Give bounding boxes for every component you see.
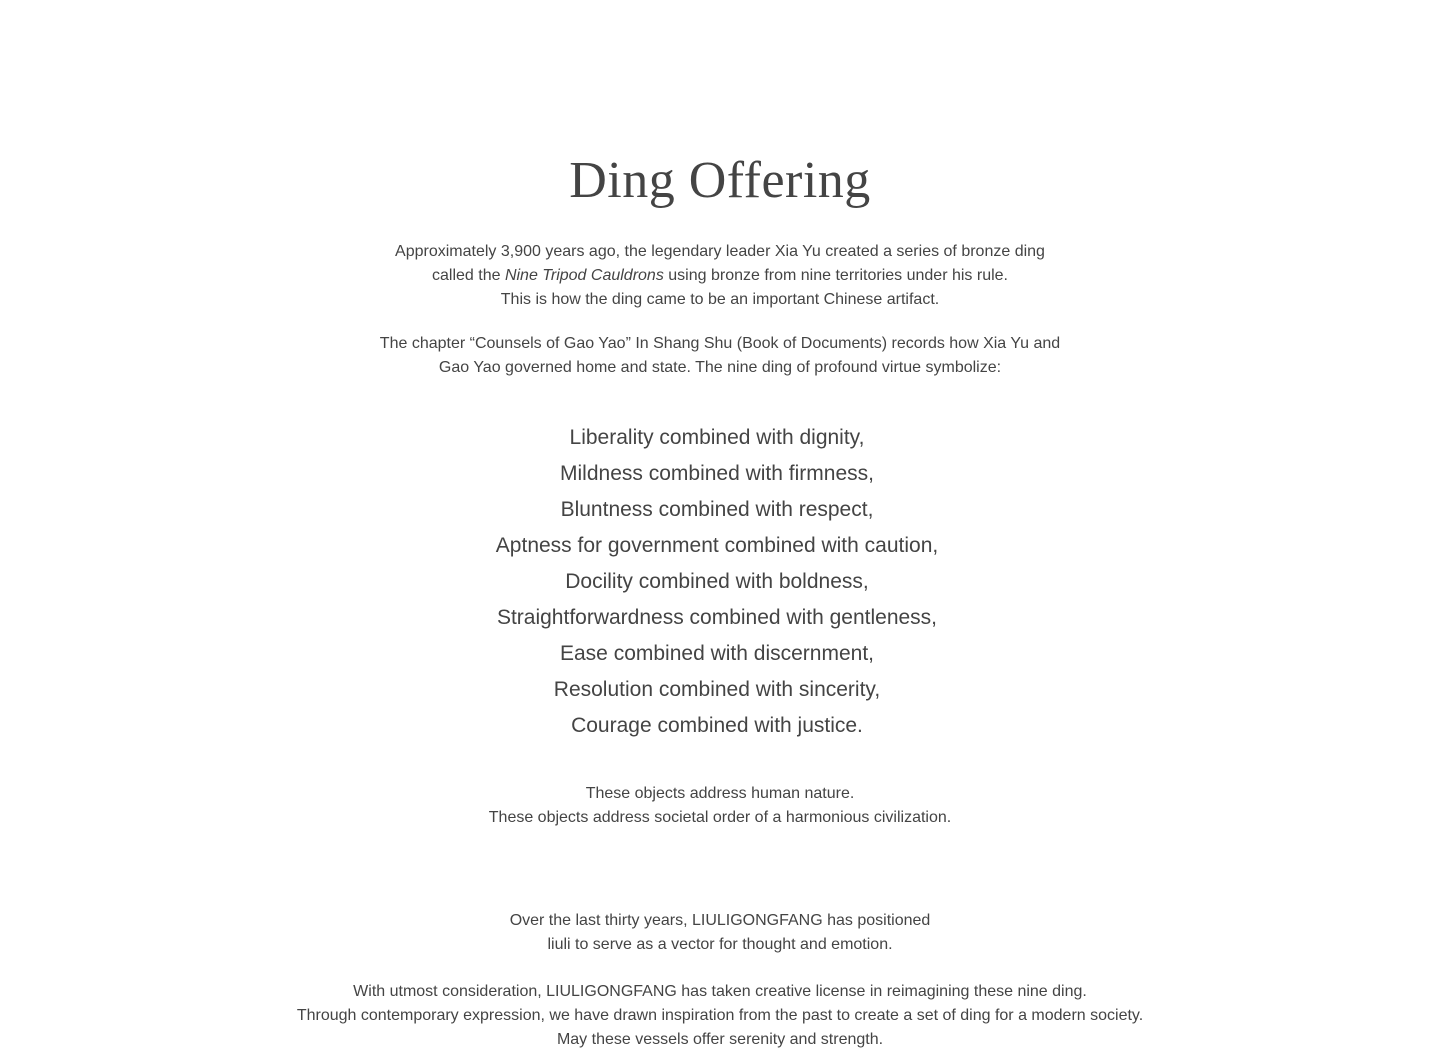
- intro-line-2-after: using bronze from nine territories under his rule.: [663, 267, 1008, 284]
- virtue-item: Docility combined with boldness,: [565, 570, 869, 593]
- history-paragraph: [0, 909, 1440, 957]
- chapter-paragraph: [0, 332, 1440, 380]
- intro-line-2: [0, 264, 1440, 288]
- virtue-item: Straightforwardness combined with gentleness,: [496, 606, 938, 629]
- history-line-1: Over the last thirty years, LIULIGONGFANG has positioned: [509, 912, 931, 929]
- virtue-item: Liberality combined with dignity,: [569, 426, 865, 449]
- address-line-2: These objects address societal order of a harmonious civilization.: [488, 809, 952, 826]
- nine-tripod-cauldrons-title: Nine Tripod Cauldrons: [504, 267, 664, 284]
- page-title: Ding Offering: [569, 152, 871, 209]
- virtue-item: Courage combined with justice.: [571, 714, 863, 737]
- virtue-item: Resolution combined with sincerity,: [553, 678, 881, 701]
- intro-line-3: This is how the ding came to be an important Chinese artifact.: [500, 291, 940, 308]
- virtue-item: Ease combined with discernment,: [560, 642, 874, 665]
- virtue-item: Bluntness combined with respect,: [560, 498, 874, 521]
- virtue-item: Aptness for government combined with caution,: [495, 534, 939, 557]
- chapter-line-2: Gao Yao governed home and state. The nine ding of profound virtue symbolize:: [438, 359, 1002, 376]
- closing-paragraph: [0, 980, 1440, 1050]
- virtues-list: [0, 420, 1440, 744]
- intro-paragraph: [0, 240, 1440, 312]
- intro-line-1: Approximately 3,900 years ago, the legendary leader Xia Yu created a series of bronze ding: [395, 243, 1045, 260]
- closing-line-2: Through contemporary expression, we have drawn inspiration from the past to create a set of ding for a modern society.: [296, 1007, 1144, 1024]
- intro-line-2-before: called the: [432, 267, 505, 284]
- chapter-line-1: The chapter “Counsels of Gao Yao” In Shang Shu (Book of Documents) records how Xia Yu and: [379, 335, 1061, 352]
- closing-line-1: With utmost consideration, LIULIGONGFANG has taken creative license in reimagining these nine ding.: [353, 983, 1087, 1000]
- closing-line-3: May these vessels offer serenity and strength.: [556, 1031, 884, 1048]
- address-line-1: These objects address human nature.: [585, 785, 855, 802]
- history-line-2: liuli to serve as a vector for thought and emotion.: [547, 936, 893, 953]
- address-paragraph: [0, 782, 1440, 830]
- virtue-item: Mildness combined with firmness,: [560, 462, 874, 485]
